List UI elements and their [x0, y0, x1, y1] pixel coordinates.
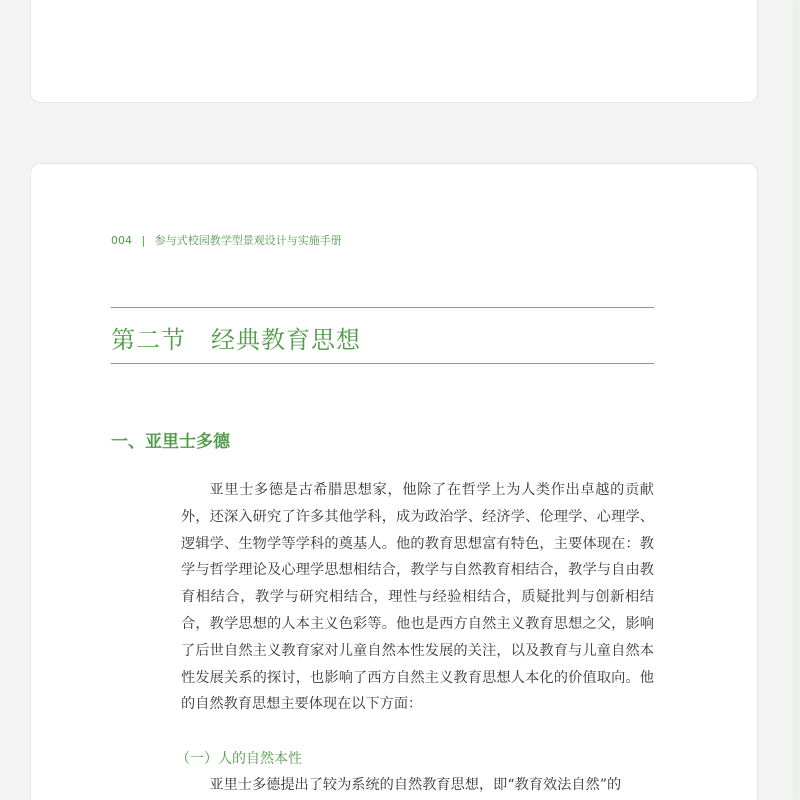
subsection-title: 一、亚里士多德: [111, 432, 230, 452]
body-paragraph: 亚里士多德是古希腊思想家，他除了在哲学上为人类作出卓越的贡献外，还深入研究了许多其他学科，成为政治学、经济学、伦理学、心理学、逻辑学、生物学等学科的奠基人。他的教育思想富有特色，主要体现在：教学与哲学理论及心理学思想相结合，教学与自然教育相结合，教学与自由教育相结合，教学与研究相结合，理性与经验相结合，质疑批判与创新相结合，教学思想的人本主义色彩等。他也是西方自然主义教育思想之父，影响了后世自然主义教育家对儿童自然本性发展的关注，以及教育与儿童自然本性发展关系的探讨，也影响了西方自然主义教育思想人本化的价值取向。他的自然教育思想主要体现在以下方面：: [181, 482, 654, 713]
section-title-block: [111, 307, 654, 364]
book-title: 参与式校园教学型景观设计与实施手册: [154, 234, 342, 247]
current-page: [30, 163, 758, 800]
body-paragraph-2: 亚里士多德提出了较为系统的自然教育思想，即“教育效法自然”的: [209, 777, 622, 793]
sub-heading: （一）人的自然本性: [176, 751, 302, 767]
scrollbar[interactable]: [792, 0, 800, 800]
header-separator: |: [141, 234, 146, 247]
previous-page: [30, 0, 758, 103]
page-number: 004: [111, 234, 132, 247]
section-title: 第二节 经典教育思想: [111, 326, 361, 354]
scrollbar-thumb[interactable]: [794, 0, 798, 800]
running-header: [111, 232, 342, 248]
